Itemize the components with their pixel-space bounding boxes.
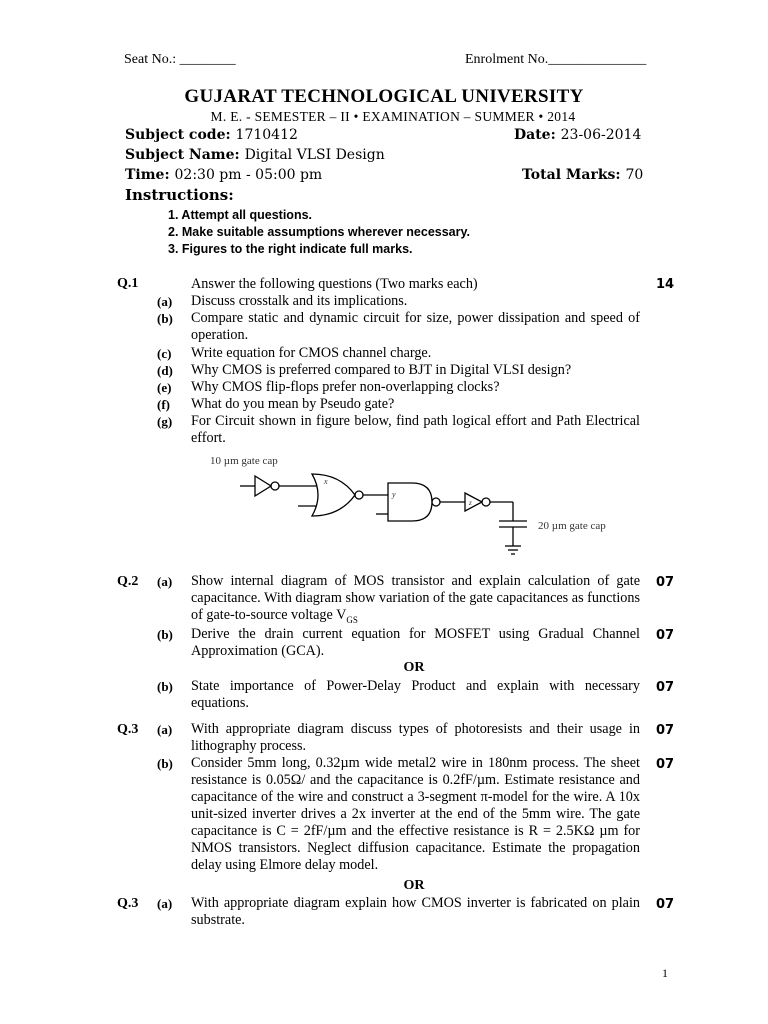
part-marks: 07	[656, 680, 675, 695]
or-separator: OR	[403, 660, 425, 675]
output-cap-label: 20 µm gate cap	[538, 520, 606, 532]
part-text: Discuss crosstalk and its implications.	[191, 293, 408, 309]
part-label: (a)	[157, 574, 173, 589]
input-cap-label: 10 µm gate cap	[210, 455, 278, 467]
page-number: 1	[662, 966, 668, 980]
seat-no: Seat No.: ________	[124, 52, 236, 67]
part-text: Compare static and dynamic circuit for size, power dissipation and speed of operation.	[191, 310, 640, 343]
node-y-label: y	[392, 490, 396, 499]
part-marks: 07	[656, 897, 675, 912]
subject-code: Subject code: 1710412	[125, 127, 298, 143]
part-label: (g)	[157, 414, 173, 429]
enrolment-no: Enrolment No.______________	[465, 52, 647, 67]
question-number: Q.3	[117, 896, 139, 911]
logic-circuit-figure	[200, 450, 660, 568]
part-label: (a)	[157, 722, 173, 737]
exam-time: Time: 02:30 pm - 05:00 pm	[125, 167, 323, 183]
part-label: (b)	[157, 756, 173, 771]
part-text: Why CMOS is preferred compared to BJT in Digital VLSI design?	[191, 362, 572, 378]
part-label: (b)	[157, 627, 173, 642]
part-text: With appropriate diagram explain how CMOS inverter is fabricated on plain substrate.	[191, 895, 640, 928]
subject-name: Subject Name: Digital VLSI Design	[125, 147, 385, 163]
part-label: (b)	[157, 311, 173, 326]
question-number: Q.2	[117, 574, 139, 589]
part-text: Consider 5mm long, 0.32µm wide metal2 wire in 180nm process. The sheet resistance is 0.05Ω/ and the capacitance is 0.2fF/µm. Estimate resistance and capacitance of the wire and construct a 3-segment π-model for the wire. A 10x unit-sized inverter drives a 2x inverter at the end of the 5mm wire. The gate capacitance is C = 2fF/µm and the effective resistance is R = 2.5KΩ µm for NMOS transistors. Neglect diffusion capacitance. Estimate the propagation delay using Elmore delay model.	[191, 755, 640, 873]
part-label: (e)	[157, 380, 172, 395]
part-label: (a)	[157, 294, 173, 309]
instructions-heading: Instructions:	[125, 186, 234, 204]
question-number: Q.1	[117, 276, 139, 291]
total-marks: Total Marks: 70	[522, 167, 644, 183]
or-separator: OR	[403, 878, 425, 893]
part-marks: 07	[656, 628, 675, 643]
question-marks: 14	[656, 277, 675, 292]
node-z-label: z	[469, 499, 472, 507]
part-text: Why CMOS flip-flops prefer non-overlapping clocks?	[191, 379, 500, 395]
exam-title: M. E. - SEMESTER – II • EXAMINATION – SUMMER • 2014	[210, 109, 576, 124]
part-text: Write equation for CMOS channel charge.	[191, 345, 432, 361]
part-marks: 07	[656, 723, 675, 738]
part-text: What do you mean by Pseudo gate?	[191, 396, 395, 412]
part-text: With appropriate diagram discuss types of photoresists and their usage in lithography process.	[191, 721, 640, 754]
part-label: (a)	[157, 896, 173, 911]
instruction-item: 3. Figures to the right indicate full marks.	[168, 242, 413, 256]
university-title: GUJARAT TECHNOLOGICAL UNIVERSITY	[184, 86, 584, 107]
part-label: (d)	[157, 363, 173, 378]
question-intro: Answer the following questions (Two marks each)	[191, 276, 478, 292]
part-text: State importance of Power-Delay Product and explain with necessary equations.	[191, 678, 640, 711]
part-label: (b)	[157, 679, 173, 694]
part-label: (f)	[157, 397, 170, 412]
instruction-item: 1. Attempt all questions.	[168, 208, 313, 222]
part-text: For Circuit shown in figure below, find path logical effort and Path Electrical effort.	[191, 413, 640, 446]
part-marks: 07	[656, 757, 675, 772]
part-text: Show internal diagram of MOS transistor and explain calculation of gate capacitance. With diagram show variation of the gate capacitances as functions of gate-to-source voltage $V_{GS}$	[191, 573, 640, 625]
exam-date: Date: 23-06-2014	[514, 127, 642, 143]
instruction-item: 2. Make suitable assumptions wherever necessary.	[168, 225, 470, 239]
node-x-label: x	[324, 477, 328, 486]
question-number: Q.3	[117, 722, 139, 737]
part-marks: 07	[656, 575, 675, 590]
part-label: (c)	[157, 346, 172, 361]
part-text: Derive the drain current equation for MOSFET using Gradual Channel Approximation (GCA).	[191, 626, 640, 659]
